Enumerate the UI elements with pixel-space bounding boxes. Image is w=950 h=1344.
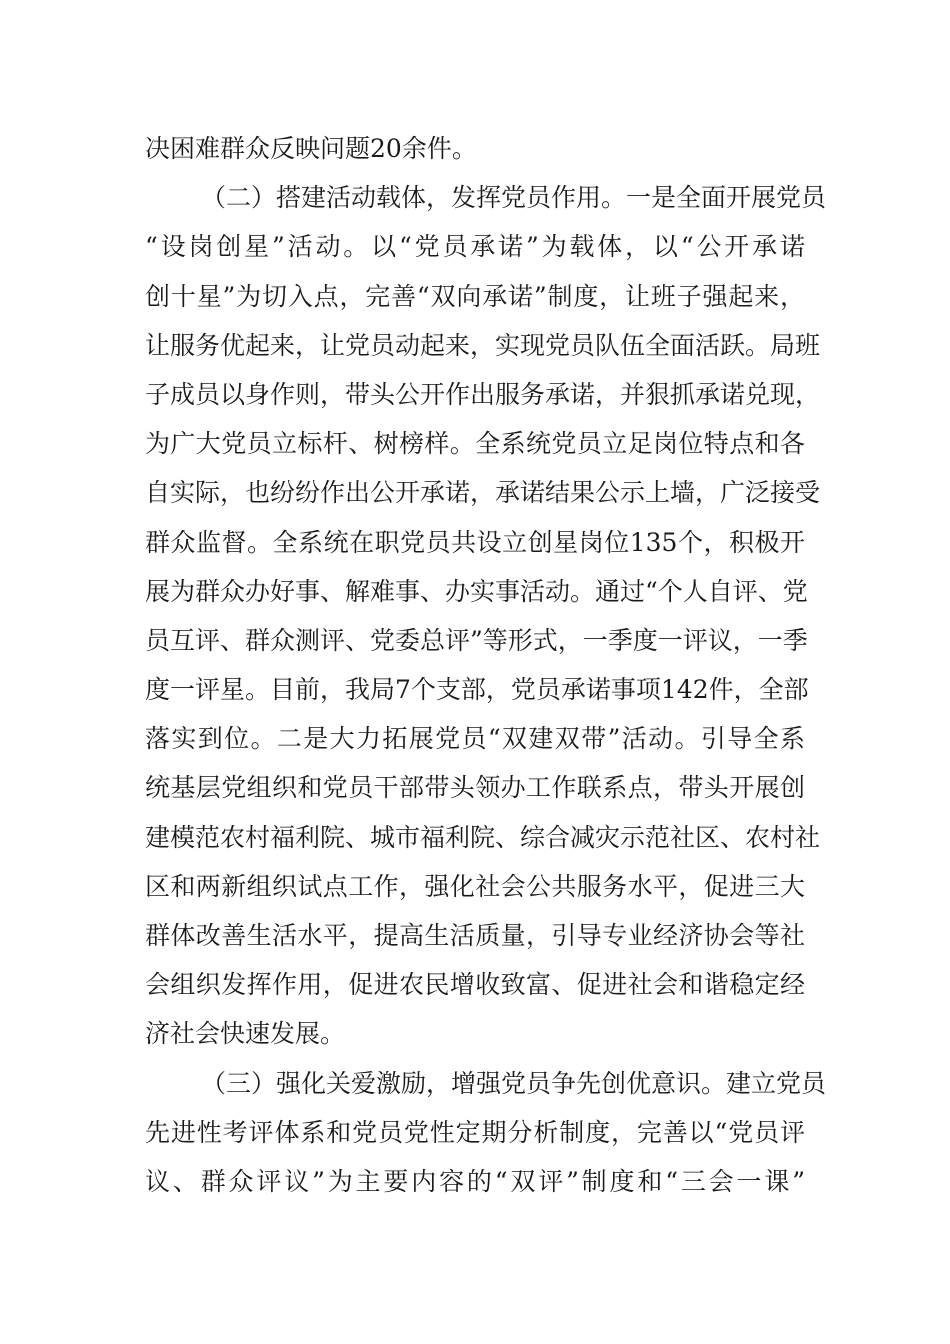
text-line: 为广大党员立标杆、树榜样。全系统党员立足岗位特点和各 [145,429,805,459]
text-line: 济社会快速发展。 [145,1019,346,1049]
text-line: 决困难群众反映问题20余件。 [145,134,477,163]
text-line: 让服务优起来，让党员动起来，实现党员队伍全面活跃。局班 [145,330,821,360]
text-line: 议、群众评议”为主要内容的“双评”制度和“三会一课” [145,1166,805,1196]
text-line: 统基层党组织和党员干部带头领办工作联系点，带头开展创 [145,773,805,803]
text-line: 群众监督。全系统在职党员共设立创星岗位135个，积极开 [145,527,805,557]
text-line: 展为群众办好事、解难事、办实事活动。通过“个人自评、党 [145,576,808,606]
text-line: （三）强化关爱激励，增强党员争先创优意识。建立党员 [201,1068,827,1098]
text-line: 群体改善生活水平，提高生活质量，引导专业经济协会等社 [145,921,805,950]
text-line: 自实际，也纷纷作出公开承诺，承诺结果公示上墙，广泛接受 [145,478,821,508]
body-text [145,124,827,1206]
text-line: 度一评星。目前，我局7个支部，党员承诺事项142件，全部 [145,675,809,705]
text-line: 落实到位。二是大力拓展党员“双建双带”活动。引导全系 [145,724,805,754]
text-line: 会组织发挥作用，促进农民增收致富、促进社会和谐稳定经 [145,970,805,1000]
text-line: 建模范农村福利院、城市福利院、综合减灾示范社区、农村社 [145,822,821,852]
text-line: 子成员以身作则，带头公开作出服务承诺，并狠抓承诺兑现， [145,379,821,409]
text-line: （二）搭建活动载体，发挥党员作用。一是全面开展党员 [201,183,827,213]
text-line: 创十星”为切入点，完善“双向承诺”制度，让班子强起来， [145,281,805,311]
text-line: 先进性考评体系和党员党性定期分析制度，完善以“党员评 [145,1117,805,1147]
text-line: “设岗创星”活动。以“党员承诺”为载体，以“公开承诺 [145,232,805,262]
text-line: 员互评、群众测评、党委总评”等形式，一季度一评议，一季 [145,625,808,655]
text-line: 区和两新组织试点工作，强化社会公共服务水平，促进三大 [145,871,805,901]
